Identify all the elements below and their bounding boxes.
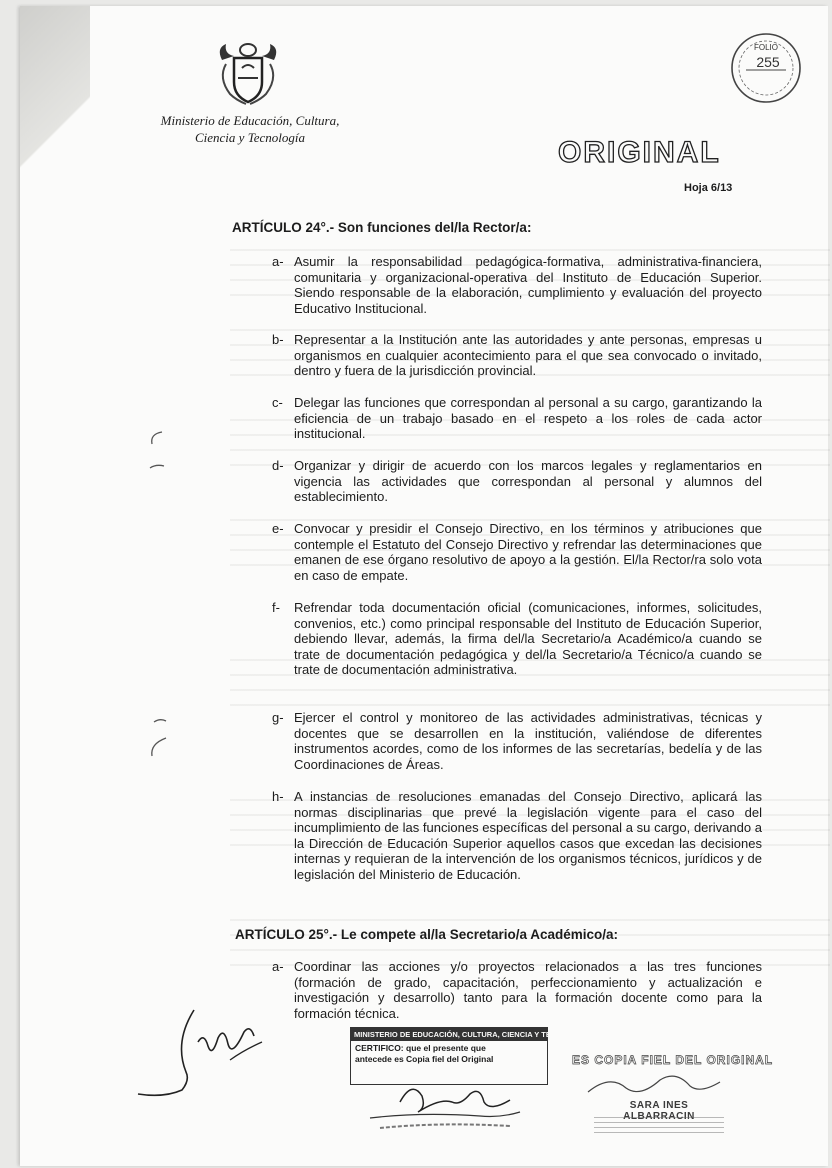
article-25-title: ARTÍCULO 25°.- Le compete al/la Secretario/a Académico/a: [235,927,619,942]
signatory-title [594,1113,724,1133]
item-letter: h- [272,789,284,804]
item-text: Convocar y presidir el Consejo Directivo, en los términos y atribuciones que contemple el Estatuto del Consejo Directivo y refrendar las determinaciones que emanen de ese órgano resolutivo de apoyo a la gestión. El/la Rector/ra solo vota en caso de empate. [294,521,762,583]
item-text: Representar a la Institución ante las autoridades y ante personas, empresas u organismos en cualquier acontecimiento para el que sea convocado o invitado, dentro y fuera de la jurisdicción provincial. [294,332,762,379]
item-text: A instancias de resoluciones emanadas del Consejo Directivo, aplicará las normas disciplinarias que prevé la legislación vigente para el caso del incumplimiento de las funciones específicas del personal a su cargo, derivando a la Dirección de Educación Superior aquellos casos que excedan las decisiones internas y requieran de la intervención de los organismos técnicos, jurídicos y de legislación del Ministerio de Educación. [294,789,762,882]
item-letter: e- [272,521,284,536]
item-text: Delegar las funciones que correspondan al personal a su cargo, garantizando la eficiencia de un trabajo basado en el respeto a los roles de cada actor institucional. [294,395,762,442]
signatory-name: SARA INES ALBARRACIN [623,1100,695,1122]
item-letter: d- [272,458,284,473]
page-fold-shadow [20,6,90,226]
item-letter: g- [272,710,284,725]
item-text: Refrendar toda documentación oficial (comunicaciones, informes, solicitudes, convenios, etc.) como principal responsable del Instituto de Educación Superior, debiendo llevar, además, la firma del/la Secretario/a Académico/a cuando se trate de documentación pedagógica y del/la Secretario/a Técnico/a cuando se trate de documentación administrativa. [294,600,762,678]
article-24-item-c [272,395,762,442]
original-stamp: ORIGINAL [558,136,721,169]
item-letter: c- [272,395,283,410]
article-24-item-g [272,710,762,772]
cert-stamp-line-2: antecede es Copia fiel del Original [355,1054,494,1064]
article-24-item-a [272,254,762,316]
ministry-heading [120,112,380,146]
official-signature [360,1072,530,1136]
handwritten-signature [134,1002,284,1102]
copy-signature [580,1066,730,1102]
true-copy-stamp: ES COPIA FIEL DEL ORIGINAL [572,1053,774,1067]
item-text: Ejercer el control y monitoreo de las actividades administrativas, técnicas y docentes que se desarrollen en la institución, valiéndose de diferentes instrumentos acordes, como de los informes de las secretarías, bedelía y de las Coordinaciones de Áreas. [294,710,762,772]
item-letter: a- [272,959,284,974]
folio-stamp-label: FOLIO [753,43,779,52]
article-24-title: ARTÍCULO 24°.- Son funciones del/la Rector/a: [232,220,532,235]
margin-marks [140,426,170,776]
coat-of-arms-icon [212,38,284,108]
document-page [20,6,828,1166]
article-25-item-a [272,959,762,1021]
article-24-item-f [272,600,762,678]
ministry-line-2: Ciencia y Tecnología [194,130,305,145]
item-letter: f- [272,600,280,615]
item-letter: b- [272,332,284,347]
folio-stamp [726,30,806,106]
cert-stamp-header: MINISTERIO DE EDUCACIÓN, CULTURA, CIENCIA Y TECNOLOGÍA [351,1028,547,1041]
ministry-line-1: Ministerio de Educación, Cultura, [160,113,340,128]
item-text: Asumir la responsabilidad pedagógica-formativa, administrativa-financiera, comunitaria y organizacional-operativa del Instituto de Educación Superior. Siendo responsable de la elaboración, cumplimiento y evaluación del proyecto Educativo Institucional. [294,254,762,316]
item-text: Coordinar las acciones y/o proyectos relacionados a las tres funciones (formación de grado, capacitación, perfeccionamiento y actualización e investigación y desarrollo) tanto para la formación docente como para la formación técnica. [294,959,762,1021]
item-letter: a- [272,254,284,269]
folio-stamp-number: 255 [756,54,780,70]
article-24-item-e [272,521,762,583]
article-24-item-b [272,332,762,379]
page-number: Hoja 6/13 [684,182,733,194]
article-24-item-h [272,789,762,883]
article-24-item-d [272,458,762,505]
cert-stamp-line-1: CERTIFICO: que el presente que [355,1043,486,1053]
item-text: Organizar y dirigir de acuerdo con los marcos legales y reglamentarios en vigencia las actividades que correspondan al personal y alumnos del establecimiento. [294,458,762,505]
